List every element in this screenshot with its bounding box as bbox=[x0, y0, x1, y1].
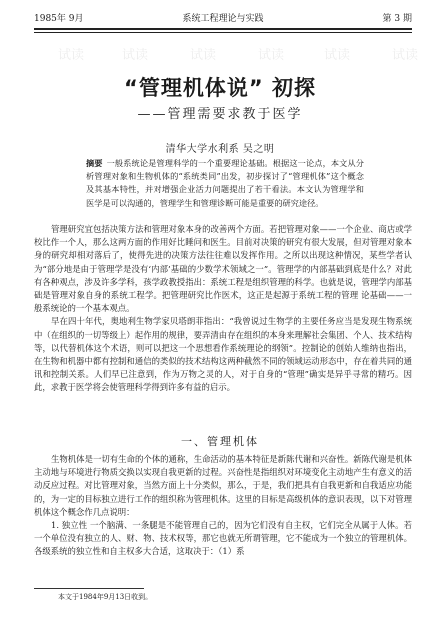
article-title: “管理机体说” 初探 bbox=[124, 76, 316, 100]
watermark: 试读 bbox=[190, 48, 217, 63]
intro-body bbox=[34, 223, 412, 395]
watermark: 试读 bbox=[258, 48, 285, 63]
watermark: 试读 bbox=[324, 48, 351, 63]
abstract-label: 摘要 bbox=[86, 158, 103, 168]
abstract-text: 一般系统论是管理科学的一个重要理论基础。根据这一论点，本文从分析管理对象和生物机体的“系统类同”出发，初步探讨了“管理机体”这个概念及其基本特性，并对增强企业活力问题提出了若干看法。本文认为管理学和医学是可以沟通的，管理学生和管理诊断可能是重要的研究途径。 bbox=[86, 158, 364, 208]
article-subtitle: ——管理需要求教于医学 bbox=[137, 107, 303, 122]
header-date: 1985年 9月 bbox=[34, 14, 84, 24]
footnote: 本文于1984年9月13日收到。 bbox=[58, 593, 153, 601]
header-journal: 系统工程理论与实践 bbox=[182, 14, 264, 24]
watermark: 试读 bbox=[122, 48, 149, 63]
running-header bbox=[34, 12, 412, 26]
header-issue: 第 3 期 bbox=[382, 14, 412, 24]
watermark: 试读 bbox=[392, 48, 419, 63]
section-heading: 一、管理机体 bbox=[181, 435, 259, 448]
body-paragraph: 1. 独立性 一个脑满、一条腿是不能管理自己的，因为它们没有自主权，它们完全从属于人体。若一个单位没有独立的人、财、物、技术权等，那它也就无所谓管理，它不能成为一个独立的管理机体。各级系统的独立性和自主权多大合适，这取决于：（1）系 bbox=[34, 520, 412, 557]
body-paragraph: 生物机体是一切有生命的个体的通称，生命活动的基本特征是新陈代谢和兴奋性。新陈代谢是机体主动地与环境进行物质交换以实现自我更新的过程。兴奋性是指组织对环境变化主动地产生有意义的活动反应过程。对比管理对象，当然方面上十分类似，那么，于是，我们把具有自我更新和自我适应功能的，为一定的目标独立进行工作的组织称为管理机体。这里的目标是高级机体的意识表现，以下对管理机体这个概念作几点说明： bbox=[34, 454, 412, 517]
body-paragraph: 管理研究宜包括决策方法和管理对象本身的改善两个方面。若把管理对象——一个企业、商店或学校比作一个人，那么这两方面的作用好比睡问和医生。目前对决策的研究有很大发展，但对管理对象本身的研究却相对落后了，使得先进的决策方法往往难以发挥作用。之所以出现这种情况，某些学者认为“部分地是由于管理学是没有‘内部’基础的少数学术领域之一”。管理学的内部基础到底是什么？对此有各种观点，涉及许多学科，孩学政教授指出：系统工程是组织管理的科学。也就是说，管理学内部基础是管理对象自身的系统工程学。把管理研究比作医术，这正是起源于系统工程的管理 论基础——一般系统论的一个基本观点。 bbox=[34, 224, 412, 314]
section-body bbox=[34, 453, 412, 559]
header-rule-thick bbox=[34, 28, 412, 30]
body-paragraph: 早在四十年代，奥地利生物学家贝塔朗菲指出：“我曾说过生物学的主要任务应当是发现生物系统中（在组织的一切等级上）起作用的规律，要弄清由存在组织的本身来理解社会集团、个人、技术结构等，以代替机体这个术语，则可以把这一个思想看作系统理论的纲领”。控制论的创始人维纳也指出，在生物和机器中都有控制和通信的类似的技术结构这两种截然不同的领域运动形态中，存在着共同的通讯和控制关系。人们早已注意到，作为万物之灵的人，对于自身的“管理”确实是异乎寻常的精巧。因此，求教于医学将会使管理科学得到许多有益的启示。 bbox=[34, 316, 412, 393]
author-byline: 清华大学水利系 吴之明 bbox=[165, 144, 275, 155]
abstract bbox=[86, 157, 364, 210]
footnote-rule bbox=[34, 588, 144, 589]
watermark: 试读 bbox=[58, 48, 85, 63]
header-rule-thin bbox=[34, 32, 412, 33]
